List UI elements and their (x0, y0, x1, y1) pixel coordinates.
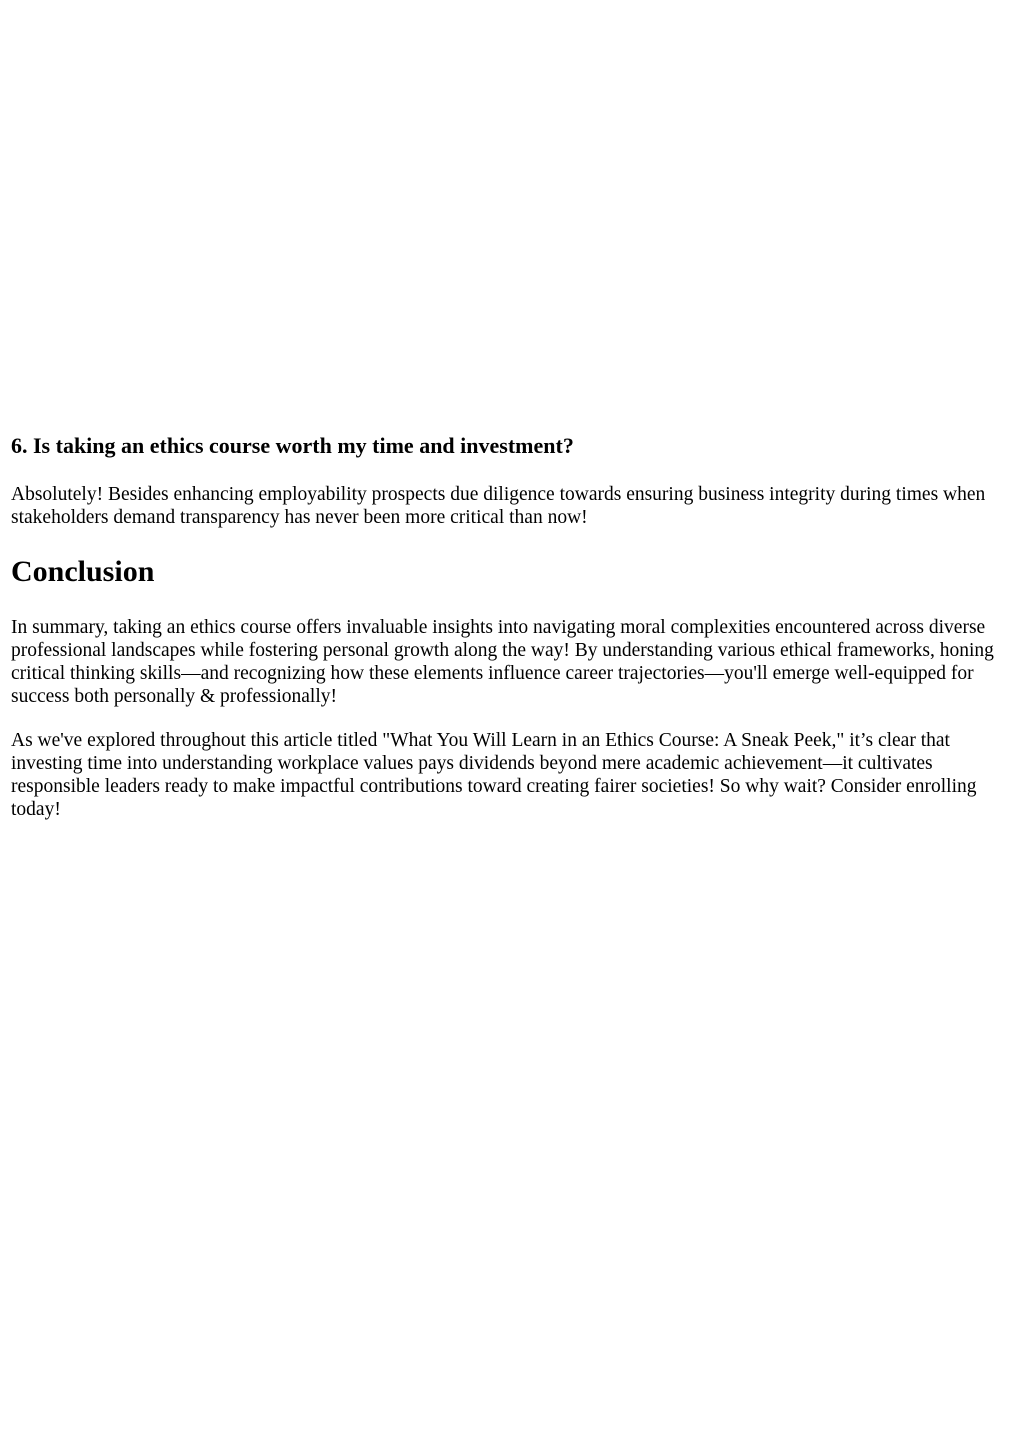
faq-answer-paragraph: Absolutely! Besides enhancing employability prospects due diligence towards ensuring business integrity during times when stakeholders demand transparency has never been more critical than now! (11, 484, 986, 528)
conclusion-paragraph-closing: As we've explored throughout this article titled "What You Will Learn in an Ethics Course: A Sneak Peek," it’s clear that investing time into understanding workplace values pays dividends beyond mere academic achievement—it cultivates responsible leaders ready to make impactful contributions toward creating fairer societies! So why wait? Consider enrolling today! (11, 730, 977, 820)
conclusion-heading: Conclusion (11, 555, 155, 588)
faq-question-heading: 6. Is taking an ethics course worth my time and investment? (11, 433, 574, 458)
conclusion-paragraph-summary: In summary, taking an ethics course offers invaluable insights into navigating moral complexities encountered across diverse professional landscapes while fostering personal growth along the way! By understanding various ethical frameworks, honing critical thinking skills—and recognizing how these elements influence career trajectories—you'll emerge well-equipped for success both personally & professionally! (11, 617, 994, 707)
